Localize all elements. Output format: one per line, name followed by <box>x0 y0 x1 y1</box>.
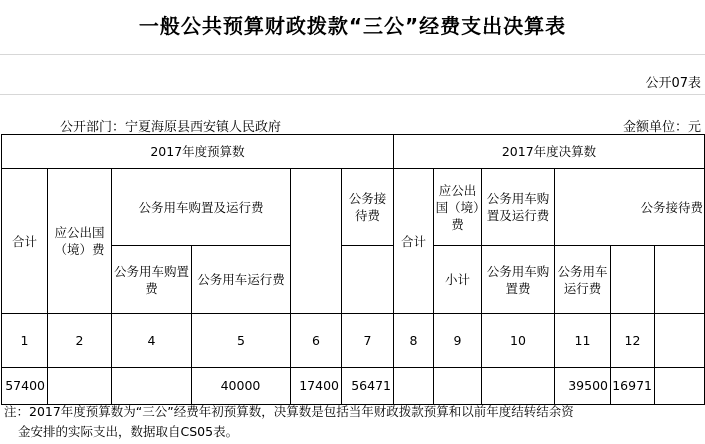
divider <box>0 54 705 55</box>
column-number: 6 <box>291 314 342 367</box>
footnote <box>4 402 702 442</box>
page-title: 一般公共预算财政拨款“三公”经费支出决算表 <box>138 14 567 38</box>
divider <box>0 94 705 95</box>
budget-blank-cell <box>291 245 342 313</box>
column-number: 7 <box>342 314 394 367</box>
value-cell <box>48 367 112 404</box>
column-number: 9 <box>434 314 482 367</box>
budget-reception-header: 公务接待费 <box>342 169 394 246</box>
currency-unit-label: 金额单位：元 <box>622 120 701 135</box>
budget-blank-cell <box>291 169 342 246</box>
value-cell: 57400 <box>2 367 48 404</box>
column-number: 1 <box>2 314 48 367</box>
footnote-line: 金安排的实际支出，数据取自CS05表。 <box>18 424 239 439</box>
final-abroad-header: 应公出国（境）费 <box>434 169 482 246</box>
value-cell: 17400 <box>291 367 342 404</box>
value-cell-blank <box>655 367 705 404</box>
final-vehicle-header: 公务用车购置及运行费 <box>482 169 555 246</box>
budget-total-header: 合计 <box>2 169 48 314</box>
footnote-line: 注：2017年度预算数为“三公”经费年初预算数，决算数是包括当年财政拨款预算和以前年度结转结余资 <box>4 404 574 419</box>
final-reception-header: 公务接待费 <box>555 169 705 246</box>
final-group-header: 2017年度决算数 <box>394 135 705 169</box>
final-reception-blank <box>655 245 705 313</box>
column-number: 11 <box>555 314 611 367</box>
column-number: 2 <box>48 314 112 367</box>
budget-group-header: 2017年度预算数 <box>2 135 394 169</box>
final-vehicle-purchase-header: 公务用车购置费 <box>482 245 555 313</box>
budget-reception-blank <box>342 245 394 313</box>
budget-vehicle-header: 公务用车购置及运行费 <box>112 169 291 246</box>
column-number: 10 <box>482 314 555 367</box>
value-cell: 16971 <box>611 367 655 404</box>
budget-abroad-header: 应公出国（境）费 <box>48 169 112 314</box>
final-vehicle-run-header: 公务用车运行费 <box>555 245 611 313</box>
value-cell <box>434 367 482 404</box>
value-cell <box>394 367 434 404</box>
expense-table <box>1 134 705 405</box>
budget-vehicle-run-header: 公务用车运行费 <box>192 245 291 313</box>
column-number: 8 <box>394 314 434 367</box>
form-number: 公开07表 <box>645 76 701 91</box>
value-cell: 39500 <box>555 367 611 404</box>
column-number: 5 <box>192 314 291 367</box>
value-cell: 56471 <box>342 367 394 404</box>
column-number: 4 <box>112 314 192 367</box>
value-cell: 40000 <box>192 367 291 404</box>
value-cell <box>482 367 555 404</box>
value-cell <box>112 367 192 404</box>
column-number: 12 <box>611 314 655 367</box>
department-label: 公开部门：宁夏海原县西安镇人民政府 <box>60 120 282 135</box>
column-number-blank <box>655 314 705 367</box>
final-subtotal-header: 小计 <box>434 245 482 313</box>
final-reception-blank <box>611 245 655 313</box>
budget-vehicle-purchase-header: 公务用车购置费 <box>112 245 192 313</box>
final-total-header: 合计 <box>394 169 434 314</box>
